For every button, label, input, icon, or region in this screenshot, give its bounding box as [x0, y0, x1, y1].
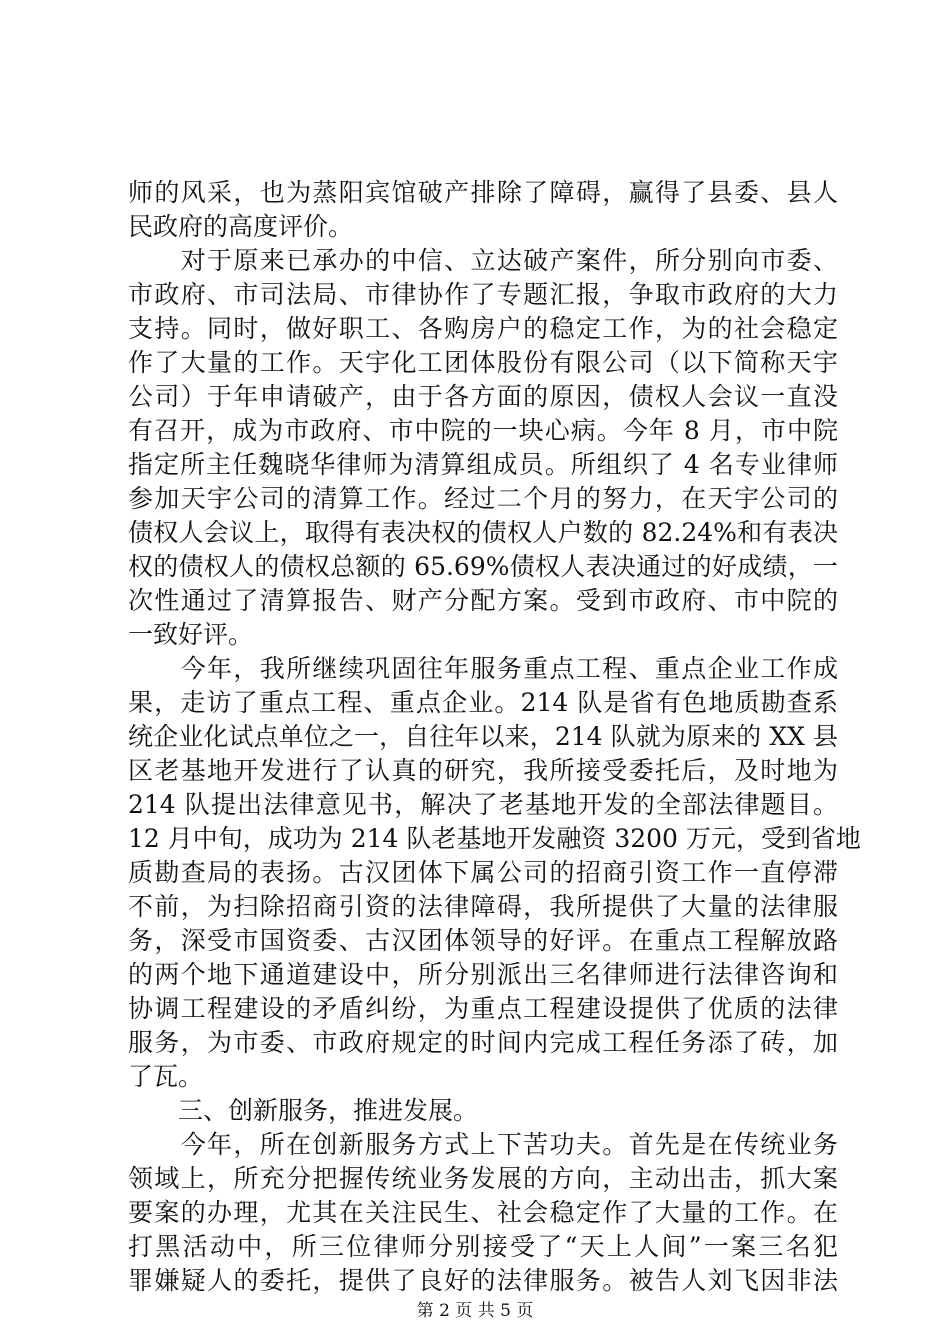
text-line: 公司）于年申请破产，由于各方面的原因，债权人会议一直没	[128, 382, 838, 411]
text-line: 服务，为市委、市政府规定的时间内完成工程任务添了砖，加	[128, 1028, 838, 1057]
text-line: 214 队提出法律意见书，解决了老基地开发的全部法律题目。	[128, 790, 838, 819]
text-line: 参加天宇公司的清算工作。经过二个月的努力，在天宇公司的	[128, 484, 838, 513]
document-body	[128, 176, 861, 1298]
text-line: 对于原来已承办的中信、立达破产案件，所分别向市委、	[128, 246, 838, 275]
text-line: 权的债权人的债权总额的 65.69%债权人表决通过的好成绩，一	[128, 552, 838, 581]
text-line: 了瓦。	[128, 1062, 204, 1091]
text-line: 要案的办理，尤其在关注民生、社会稳定作了大量的工作。在	[128, 1198, 838, 1227]
text-line: 民政府的高度评价。	[128, 212, 354, 241]
text-line: 次性通过了清算报告、财产分配方案。受到市政府、市中院的	[128, 586, 838, 615]
text-line: 质勘查局的表扬。古汉团体下属公司的招商引资工作一直停滞	[128, 858, 838, 887]
text-line: 不前，为扫除招商引资的法律障碍，我所提供了大量的法律服	[128, 892, 838, 921]
text-line: 12 月中旬，成功为 214 队老基地开发融资 3200 万元，受到省地	[128, 824, 861, 853]
text-line: 协调工程建设的矛盾纠纷，为重点工程建设提供了优质的法律	[128, 994, 838, 1023]
text-line: 打黑活动中，所三位律师分别接受了“天上人间”一案三名犯	[128, 1232, 838, 1261]
text-line: 三、创新服务，推进发展。	[128, 1096, 479, 1125]
text-line: 今年，我所继续巩固往年服务重点工程、重点企业工作成	[128, 654, 838, 683]
text-line: 区老基地开发进行了认真的研究，我所接受委托后，及时地为	[128, 756, 838, 785]
text-line: 市政府、市司法局、市律协作了专题汇报，争取市政府的大力	[128, 280, 838, 309]
text-line: 有召开，成为市政府、市中院的一块心病。今年 8 月，市中院	[128, 416, 838, 445]
text-line: 作了大量的工作。天宇化工团体股份有限公司（以下简称天宇	[128, 348, 838, 377]
text-line: 务，深受市国资委、古汉团体领导的好评。在重点工程解放路	[128, 926, 838, 955]
text-line: 师的风采，也为蒸阳宾馆破产排除了障碍，赢得了县委、县人	[128, 178, 838, 207]
text-line: 的两个地下通道建设中，所分别派出三名律师进行法律咨询和	[128, 960, 838, 989]
text-line: 领域上，所充分把握传统业务发展的方向，主动出击，抓大案	[128, 1164, 838, 1193]
text-line: 一致好评。	[128, 620, 254, 649]
page-footer: 第 2 页 共 5 页	[416, 1301, 534, 1321]
text-line: 统企业化试点单位之一，自往年以来，214 队就为原来的 XX 县	[128, 722, 838, 751]
text-line: 指定所主任魏晓华律师为清算组成员。所组织了 4 名专业律师	[128, 450, 838, 479]
text-line: 罪嫌疑人的委托，提供了良好的法律服务。被告人刘飞因非法	[128, 1266, 838, 1295]
text-line: 今年，所在创新服务方式上下苦功夫。首先是在传统业务	[128, 1130, 838, 1159]
text-line: 支持。同时，做好职工、各购房户的稳定工作，为的社会稳定	[128, 314, 838, 343]
text-line: 果，走访了重点工程、重点企业。214 队是省有色地质勘查系	[128, 688, 838, 717]
text-line: 债权人会议上，取得有表决权的债权人户数的 82.24%和有表决	[128, 518, 838, 547]
